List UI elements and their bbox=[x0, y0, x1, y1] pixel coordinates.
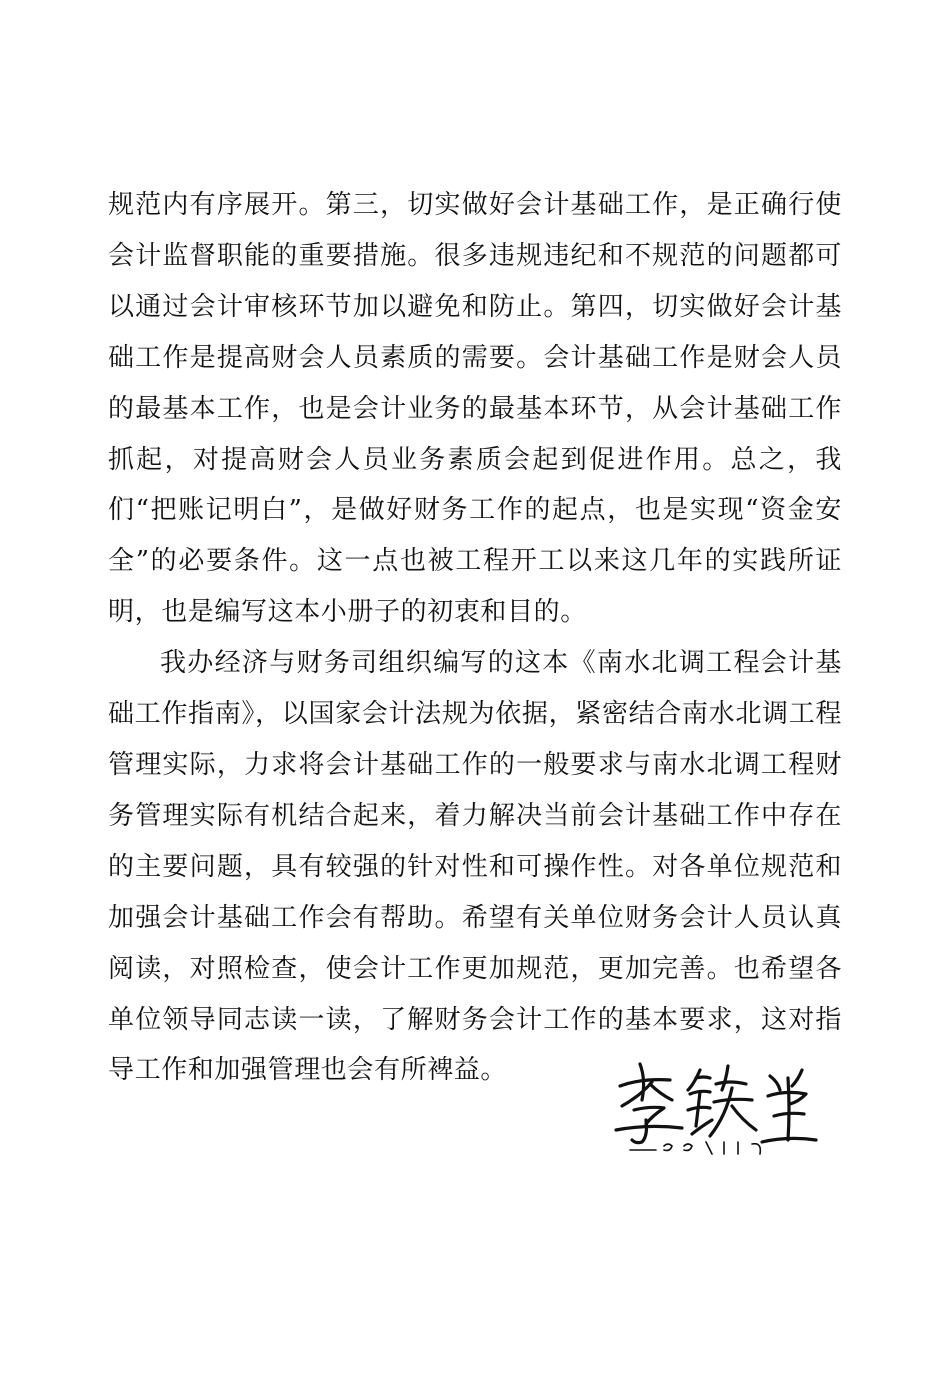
signature-strokes bbox=[612, 1050, 822, 1160]
paragraph-guide-intro: 我办经济与财务司组织编写的这本《南水北调工程会计基础工作指南》，以国家会计法规为依据，紧密结合南水北调工程管理实际，力求将会计基础工作的一般要求与南水北调工程财务管理实际有机结合起来，着力解决当前会计基础工作中存在的主要问题，具有较强的针对性和可操作性。对各单位规范和加强会计基础工作会有帮助。希望有关单位财务会计人员认真阅读，对照检查，使会计工作更加规范，更加完善。也希望各单位领导同志读一读，了解财务会计工作的基本要求，这对指导工作和加强管理也会有所裨益。 bbox=[108, 648, 842, 1086]
paragraph-continuation: 规范内有序展开。第三，切实做好会计基础工作，是正确行使会计监督职能的重要措施。很多违规违纪和不规范的问题都可以通过会计审核环节加以避免和防止。第四，切实做好会计基础工作是提高财会人员素质的需要。会计基础工作是财会人员的最基本工作，也是会计业务的最基本环节，从会计基础工作抓起，对提高财会人员业务素质会起到促进作用。总之，我们“把账记明白”，是做好财务工作的起点，也是实现“资金安全”的必要条件。这一点也被工程开工以来这几年的实践所证明，也是编写这本小册子的初衷和目的。 bbox=[108, 190, 842, 628]
handwritten-signature bbox=[612, 1050, 822, 1160]
body-text bbox=[108, 180, 842, 1096]
